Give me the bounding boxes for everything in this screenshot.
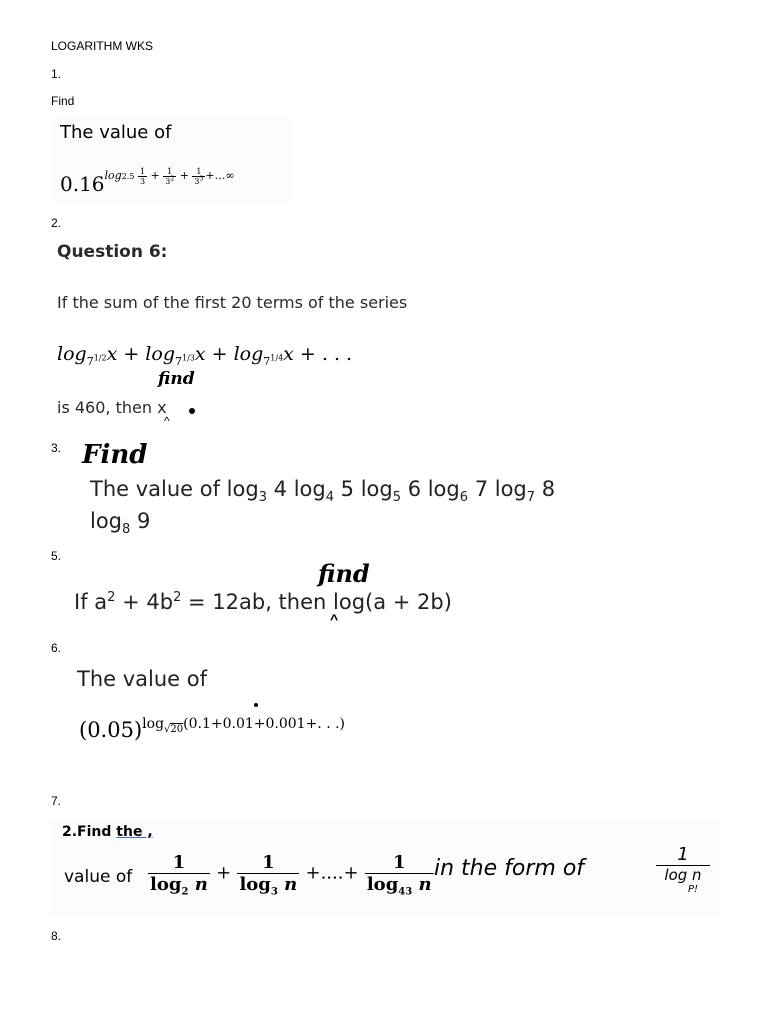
q1-tail: +…∞ <box>205 169 235 182</box>
q3-line2: $\log_8 9$ <box>90 509 151 538</box>
question-2-image <box>52 236 472 428</box>
item-number-2: 2. <box>51 216 62 230</box>
q7-frac-3: $\frac{1}{\log_{43} n}$ <box>366 852 432 898</box>
item-number-1: 1. <box>51 67 62 81</box>
q3-line1: The value of $\log_3 4$ $\log_4 5$ $\log_5 6$ $\log_6 7$ $\log_7 8$ <box>90 477 556 506</box>
q2-handwritten-find: find <box>158 369 195 389</box>
find-label: Find <box>51 94 75 108</box>
document-title: LOGARITHM WKS <box>51 39 154 53</box>
q5-handwritten-find: find <box>318 559 370 588</box>
item-number-6: 6. <box>51 641 62 655</box>
item-number-5: 5. <box>51 549 62 563</box>
item-number-7: 7. <box>51 794 62 808</box>
q1-frac-3: $\frac{1}{3^3}$ <box>194 166 204 186</box>
q1-log-base: 2.5 <box>121 172 135 181</box>
q7-frac-2: $\frac{1}{\log_3 n}$ <box>239 852 298 898</box>
q5-caret-icon: ^ <box>330 611 339 627</box>
q1-base: 0.16 <box>60 172 105 196</box>
q7-title: 2.Find the , <box>62 824 153 840</box>
q1-log: log <box>104 169 122 182</box>
q2-heading: Question 6: <box>57 242 168 262</box>
q3-handwritten-find: Find <box>82 440 148 470</box>
q7-handwritten-fraction: 1 log n P! <box>656 844 710 895</box>
item-number-8: 8. <box>51 929 62 943</box>
q2-series: $\log_{7^{1/2}}x + \log_{7^{1/3}}x + \log_{7^{1/4}}x$ + . . . <box>57 343 353 368</box>
q7-lead: value of <box>64 867 133 887</box>
q7-handwritten-annotation: in the form of <box>434 856 585 881</box>
q1-exponent: log2.5 1 3 + 1 32 + 1 33 +…∞ <box>104 166 235 186</box>
q1-frac-2: $\frac{1}{3^2}$ <box>165 166 175 186</box>
question-7-image <box>52 820 720 916</box>
q7-sum: $\frac{1}{\log_2 n}$ + $\frac{1}{\log_3 n}$ +....+ $\frac{1}{\log_{43} n}$ <box>150 852 432 898</box>
caret-icon: ^ <box>164 414 170 428</box>
dot-mark <box>254 703 258 707</box>
q7-frac-1: $\frac{1}{\log_2 n}$ <box>150 852 208 898</box>
q6-caption: The value of <box>77 667 208 691</box>
q6-expression: $(0.05)^{log_{√20}(0.1+0.01+0.001+. . .)}$ <box>79 716 346 742</box>
q1-frac-1: $\frac{1}{3}$ <box>139 166 146 186</box>
q2-line3: is 460, then x <box>57 398 167 417</box>
q1-caption: The value of <box>60 122 172 143</box>
q1-expression <box>60 166 235 198</box>
q7-title-link: the , <box>116 824 153 840</box>
dot-mark <box>189 408 195 414</box>
q5-statement: If $a^2 + 4b^2 = 12ab$, then log(a + 2b) <box>74 590 452 614</box>
item-number-3: 3. <box>51 441 62 455</box>
question-1-image <box>52 118 292 202</box>
q2-line1: If the sum of the first 20 terms of the series <box>57 293 408 312</box>
